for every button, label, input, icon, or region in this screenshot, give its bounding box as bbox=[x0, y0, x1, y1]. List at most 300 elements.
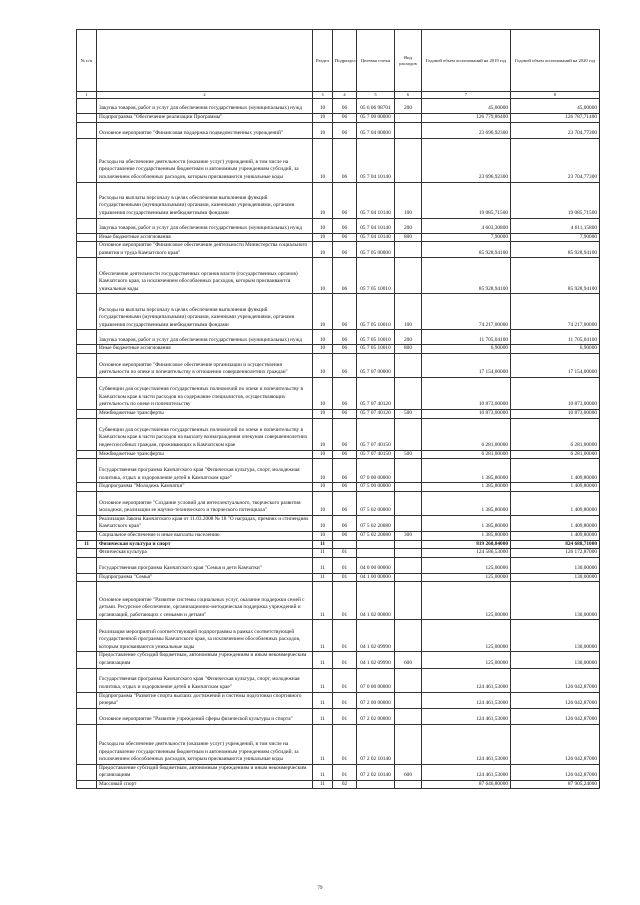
row-number bbox=[77, 620, 97, 652]
row-amount-2020: 10 873,00000 bbox=[511, 409, 600, 418]
table-row bbox=[77, 515, 600, 531]
table-row bbox=[77, 780, 600, 789]
table-row bbox=[77, 764, 600, 780]
table-row bbox=[77, 138, 600, 182]
row-section: 11 bbox=[313, 780, 333, 789]
row-target-article: 04 1 02 09990 bbox=[357, 620, 395, 652]
row-amount-2019: 23 696,92300 bbox=[422, 138, 511, 182]
row-expense-type bbox=[395, 418, 422, 450]
row-section: 10 bbox=[313, 233, 333, 242]
row-expense-type: 200 bbox=[395, 330, 422, 345]
row-amount-2019: 124 461,53000 bbox=[422, 724, 511, 764]
row-section: 10 bbox=[313, 418, 333, 450]
row-subsection: 06 bbox=[333, 459, 357, 483]
row-name: Подпрограмма "Обеспечение реализации Программы" bbox=[97, 114, 313, 123]
row-section: 10 bbox=[313, 122, 333, 138]
row-section: 10 bbox=[313, 330, 333, 345]
row-amount-2020: 6 281,00000 bbox=[511, 450, 600, 459]
row-amount-2020: 85 928,94100 bbox=[511, 242, 600, 258]
row-amount-2019: 74 217,00000 bbox=[422, 294, 511, 330]
row-number bbox=[77, 780, 97, 789]
row-expense-type: 200 bbox=[395, 218, 422, 233]
row-name: Закупка товаров, работ и услуг для обеспечения государственных (муниципальных) нужд bbox=[97, 330, 313, 345]
row-target-article: 05 7 05 10010 bbox=[357, 294, 395, 330]
row-number bbox=[77, 557, 97, 573]
row-name: Обеспечение деятельности государственных органов власти (государственных органов) Камчатского края, за исключением обособленных расходов, которым присваиваются уникальные коды bbox=[97, 258, 313, 294]
row-target-article: 05 7 04 10140 bbox=[357, 182, 395, 218]
row-amount-2019: 19 085,71500 bbox=[422, 182, 511, 218]
row-amount-2019: 85 928,94100 bbox=[422, 242, 511, 258]
row-subsection: 06 bbox=[333, 491, 357, 515]
row-amount-2020: 126 042,87000 bbox=[511, 724, 600, 764]
row-subsection: 01 bbox=[333, 549, 357, 558]
row-subsection: 06 bbox=[333, 242, 357, 258]
row-section: 10 bbox=[313, 377, 333, 409]
row-section: 11 bbox=[313, 764, 333, 780]
row-subsection: 06 bbox=[333, 330, 357, 345]
row-name: Предоставление субсидий бюджетным, автономным учреждениям и иным некоммерческим организациям bbox=[97, 764, 313, 780]
row-subsection: 06 bbox=[333, 450, 357, 459]
row-amount-2020: 17 154,00000 bbox=[511, 353, 600, 377]
row-number bbox=[77, 242, 97, 258]
row-amount-2020: 126 042,87000 bbox=[511, 668, 600, 692]
table-row bbox=[77, 450, 600, 459]
header-subsection: Подраздел bbox=[333, 30, 357, 92]
row-amount-2020: 1 409,80000 bbox=[511, 491, 600, 515]
row-expense-type bbox=[395, 620, 422, 652]
row-amount-2020: 130,00000 bbox=[511, 573, 600, 582]
row-expense-type bbox=[395, 515, 422, 531]
row-subsection: 01 bbox=[333, 708, 357, 724]
row-name: Расходы на обеспечение деятельности (оказание услуг) учреждений, в том числе на предоставление государственным бюджетным и автономным учреждениям субсидий, за исключением обособленных расходов, которым присваиваются уникальные коды bbox=[97, 138, 313, 182]
table-row bbox=[77, 491, 600, 515]
table-row bbox=[77, 418, 600, 450]
row-amount-2019: 126 779,86400 bbox=[422, 114, 511, 123]
table-row bbox=[77, 258, 600, 294]
row-subsection: 01 bbox=[333, 573, 357, 582]
row-expense-type bbox=[395, 377, 422, 409]
row-section: 10 bbox=[313, 483, 333, 492]
row-target-article: 05 7 04 10140 bbox=[357, 138, 395, 182]
row-amount-2020: 130,00000 bbox=[511, 652, 600, 668]
row-amount-2019: 125,00000 bbox=[422, 652, 511, 668]
row-amount-2020: 126 042,87000 bbox=[511, 708, 600, 724]
row-amount-2019: 45,00000 bbox=[422, 99, 511, 114]
table-row bbox=[77, 483, 600, 492]
row-name: Субвенции для осуществления государственных полномочий по опеке и попечительству в Камчатском крае в части расходов на выплату вознаграждения опекунам совершеннолетних недееспособных граждан, проживающих в Камчатском крае bbox=[97, 418, 313, 450]
row-number bbox=[77, 258, 97, 294]
row-amount-2020: 1 409,80000 bbox=[511, 459, 600, 483]
column-number-row bbox=[77, 92, 600, 99]
row-amount-2020: 4 611,15800 bbox=[511, 218, 600, 233]
row-target-article: 05 7 07 40120 bbox=[357, 377, 395, 409]
row-amount-2019: 87 646,80000 bbox=[422, 780, 511, 789]
row-amount-2019: 124 461,53000 bbox=[422, 764, 511, 780]
table-row bbox=[77, 620, 600, 652]
table-row bbox=[77, 540, 600, 549]
row-name: Физическая культура и спорт bbox=[97, 540, 313, 549]
row-target-article: 05 7 05 10010 bbox=[357, 330, 395, 345]
row-expense-type: 500 bbox=[395, 450, 422, 459]
row-amount-2019: 1 385,80000 bbox=[422, 531, 511, 540]
row-subsection: 06 bbox=[333, 418, 357, 450]
header-amount-2019: Годовой объем ассигнований на 2019 год bbox=[422, 30, 511, 92]
row-name: Основное мероприятие "Создание условий для интеллектуального, творческого развития молодежи, реализации ее научно-технического и творческого потенциала" bbox=[97, 491, 313, 515]
header-num: № п/п bbox=[77, 30, 97, 92]
row-amount-2019: 10 873,00000 bbox=[422, 377, 511, 409]
row-number bbox=[77, 377, 97, 409]
row-target-article bbox=[357, 549, 395, 558]
row-name: Физическая культура bbox=[97, 549, 313, 558]
row-amount-2020: 130,00000 bbox=[511, 620, 600, 652]
row-name: Массовый спорт bbox=[97, 780, 313, 789]
table-row bbox=[77, 233, 600, 242]
column-number: 3 bbox=[313, 92, 333, 99]
row-subsection: 06 bbox=[333, 409, 357, 418]
row-amount-2020: 23 704,77300 bbox=[511, 138, 600, 182]
row-subsection: 06 bbox=[333, 483, 357, 492]
table-row bbox=[77, 549, 600, 558]
row-amount-2020: 6 281,00000 bbox=[511, 418, 600, 450]
row-section: 11 bbox=[313, 652, 333, 668]
row-section: 11 bbox=[313, 573, 333, 582]
row-name: Закупка товаров, работ и услуг для обеспечения государственных (муниципальных) нужд bbox=[97, 218, 313, 233]
row-section: 10 bbox=[313, 515, 333, 531]
row-name: Расходы на выплаты персоналу в целях обеспечения выполнения функций государственными (муниципальными) органами, казенными учреждениями, органами управления государственными внебюджетными фондами bbox=[97, 182, 313, 218]
row-number bbox=[77, 138, 97, 182]
row-amount-2020: 87 905,24000 bbox=[511, 780, 600, 789]
row-subsection: 01 bbox=[333, 557, 357, 573]
row-expense-type bbox=[395, 557, 422, 573]
row-section: 10 bbox=[313, 491, 333, 515]
row-name: Расходы на обеспечение деятельности (оказание услуг) учреждений, в том числе на предоставление государственным бюджетным и автономным учреждениям субсидий, за исключением обособленных расходов, которым присваиваются уникальные коды bbox=[97, 724, 313, 764]
row-expense-type bbox=[395, 573, 422, 582]
table-row bbox=[77, 182, 600, 218]
row-name: Подпрограмма "Развитие спорта высших достижений и системы подготовки спортивного резерва" bbox=[97, 692, 313, 708]
row-section: 10 bbox=[313, 242, 333, 258]
row-target-article: 05 7 07 40120 bbox=[357, 409, 395, 418]
row-expense-type bbox=[395, 692, 422, 708]
table-row bbox=[77, 459, 600, 483]
row-target-article: 05 7 05 00000 bbox=[357, 242, 395, 258]
table-header-row bbox=[77, 30, 600, 92]
row-target-article: 05 7 05 10010 bbox=[357, 258, 395, 294]
row-expense-type bbox=[395, 258, 422, 294]
row-amount-2020: 126 042,87000 bbox=[511, 764, 600, 780]
row-amount-2019: 819 260,84000 bbox=[422, 540, 511, 549]
row-target-article: 07 2 02 10140 bbox=[357, 724, 395, 764]
row-amount-2019: 10 873,00000 bbox=[422, 409, 511, 418]
table-row bbox=[77, 99, 600, 114]
budget-table bbox=[76, 29, 600, 789]
row-number bbox=[77, 233, 97, 242]
row-name: Реализация мероприятий соответствующей подпрограммы в рамках соответствующей государственной программы Камчатского края, за исключением обособленных расходов, которым присваиваются уникальные коды bbox=[97, 620, 313, 652]
table-row bbox=[77, 377, 600, 409]
row-target-article bbox=[357, 780, 395, 789]
row-number bbox=[77, 330, 97, 345]
row-amount-2019: 124 461,53000 bbox=[422, 692, 511, 708]
row-subsection: 06 bbox=[333, 353, 357, 377]
row-number bbox=[77, 483, 97, 492]
table-row bbox=[77, 692, 600, 708]
row-amount-2020: 1 409,80000 bbox=[511, 531, 600, 540]
row-expense-type bbox=[395, 459, 422, 483]
row-subsection: 06 bbox=[333, 114, 357, 123]
row-target-article: 04 1 02 00000 bbox=[357, 582, 395, 620]
row-section: 11 bbox=[313, 708, 333, 724]
row-subsection: 01 bbox=[333, 724, 357, 764]
row-expense-type: 500 bbox=[395, 409, 422, 418]
row-expense-type bbox=[395, 114, 422, 123]
row-name: Иные бюджетные ассигнования bbox=[97, 345, 313, 354]
row-number bbox=[77, 345, 97, 354]
row-amount-2020: 126 787,71400 bbox=[511, 114, 600, 123]
row-section: 11 bbox=[313, 692, 333, 708]
row-section: 10 bbox=[313, 450, 333, 459]
row-number bbox=[77, 294, 97, 330]
row-amount-2020: 7,90000 bbox=[511, 233, 600, 242]
row-section: 10 bbox=[313, 294, 333, 330]
row-amount-2019: 85 928,94100 bbox=[422, 258, 511, 294]
row-amount-2019: 125,00000 bbox=[422, 573, 511, 582]
row-section: 10 bbox=[313, 345, 333, 354]
row-number bbox=[77, 668, 97, 692]
column-number: 6 bbox=[395, 92, 422, 99]
row-target-article: 05 7 07 40150 bbox=[357, 450, 395, 459]
row-expense-type bbox=[395, 549, 422, 558]
row-target-article: 07 0 00 00000 bbox=[357, 459, 395, 483]
row-number bbox=[77, 692, 97, 708]
row-name: Основное мероприятие "Финансовое обеспечение организации и осуществления деятельности по опеке и попечительству в отношении совершеннолетних граждан" bbox=[97, 353, 313, 377]
table-row bbox=[77, 345, 600, 354]
table-row bbox=[77, 557, 600, 573]
row-subsection: 06 bbox=[333, 218, 357, 233]
row-name: Государственная программа Камчатского края "Физическая культура, спорт, молодежная политика, отдых и оздоровление детей в Камчатском крае" bbox=[97, 459, 313, 483]
table-row bbox=[77, 353, 600, 377]
row-amount-2019: 1 385,80000 bbox=[422, 491, 511, 515]
column-number: 1 bbox=[77, 92, 97, 99]
row-target-article: 07 5 02 20080 bbox=[357, 531, 395, 540]
row-target-article: 04 1 02 09990 bbox=[357, 652, 395, 668]
row-amount-2019: 1 385,80000 bbox=[422, 515, 511, 531]
table-row bbox=[77, 409, 600, 418]
table-row bbox=[77, 242, 600, 258]
row-expense-type: 800 bbox=[395, 345, 422, 354]
row-amount-2019: 4 603,30800 bbox=[422, 218, 511, 233]
row-expense-type: 100 bbox=[395, 294, 422, 330]
row-amount-2019: 17 154,00000 bbox=[422, 353, 511, 377]
row-section: 10 bbox=[313, 218, 333, 233]
row-section: 10 bbox=[313, 459, 333, 483]
row-number bbox=[77, 724, 97, 764]
row-subsection: 01 bbox=[333, 652, 357, 668]
row-expense-type: 800 bbox=[395, 233, 422, 242]
row-target-article: 04 0 00 00000 bbox=[357, 557, 395, 573]
row-subsection: 06 bbox=[333, 345, 357, 354]
row-target-article: 05 6 06 98701 bbox=[357, 99, 395, 114]
row-amount-2019: 6 281,00000 bbox=[422, 418, 511, 450]
row-expense-type bbox=[395, 483, 422, 492]
row-target-article: 07 2 00 00000 bbox=[357, 692, 395, 708]
column-number: 8 bbox=[511, 92, 600, 99]
budget-page bbox=[76, 29, 599, 789]
row-number bbox=[77, 491, 97, 515]
row-expense-type bbox=[395, 708, 422, 724]
row-amount-2020: 85 928,94100 bbox=[511, 258, 600, 294]
row-section: 11 bbox=[313, 724, 333, 764]
row-subsection: 06 bbox=[333, 122, 357, 138]
row-number bbox=[77, 409, 97, 418]
row-target-article: 07 2 02 10140 bbox=[357, 764, 395, 780]
row-target-article: 07 0 00 00000 bbox=[357, 668, 395, 692]
row-amount-2020: 126 042,87000 bbox=[511, 692, 600, 708]
row-target-article: 05 7 07 40150 bbox=[357, 418, 395, 450]
row-expense-type: 600 bbox=[395, 652, 422, 668]
row-expense-type bbox=[395, 724, 422, 764]
row-amount-2019: 7,90000 bbox=[422, 233, 511, 242]
row-subsection: 06 bbox=[333, 258, 357, 294]
row-subsection: 06 bbox=[333, 531, 357, 540]
table-row bbox=[77, 114, 600, 123]
row-amount-2020: 19 085,71500 bbox=[511, 182, 600, 218]
row-section: 10 bbox=[313, 114, 333, 123]
row-number bbox=[77, 450, 97, 459]
row-section: 11 bbox=[313, 582, 333, 620]
row-number bbox=[77, 582, 97, 620]
row-name: Основное мероприятие "Развитие учреждений сферы физической культуры и спорта" bbox=[97, 708, 313, 724]
row-amount-2020: 1 409,80000 bbox=[511, 515, 600, 531]
row-subsection: 02 bbox=[333, 780, 357, 789]
table-row bbox=[77, 573, 600, 582]
row-expense-type bbox=[395, 242, 422, 258]
row-expense-type bbox=[395, 353, 422, 377]
row-number bbox=[77, 182, 97, 218]
row-target-article: 04 1 00 00000 bbox=[357, 573, 395, 582]
row-section: 10 bbox=[313, 531, 333, 540]
row-target-article: 07 5 00 00000 bbox=[357, 483, 395, 492]
row-amount-2020: 130,00000 bbox=[511, 557, 600, 573]
row-name: Основное мероприятие "Финансовое обеспечение деятельности Министерства социального развития и труда Камчатского края" bbox=[97, 242, 313, 258]
row-number bbox=[77, 549, 97, 558]
row-amount-2019: 124 461,53000 bbox=[422, 668, 511, 692]
row-amount-2019: 23 696,92300 bbox=[422, 122, 511, 138]
row-name: Социальное обеспечение и иные выплаты населению bbox=[97, 531, 313, 540]
row-amount-2020: 1 409,80000 bbox=[511, 483, 600, 492]
row-amount-2020: 74 217,00000 bbox=[511, 294, 600, 330]
row-number bbox=[77, 353, 97, 377]
row-amount-2019: 6,90000 bbox=[422, 345, 511, 354]
row-name: Межбюджетные трансферты bbox=[97, 450, 313, 459]
header-target-article: Целевая статья bbox=[357, 30, 395, 92]
row-section: 11 bbox=[313, 540, 333, 549]
column-number: 4 bbox=[333, 92, 357, 99]
row-subsection bbox=[333, 540, 357, 549]
row-amount-2020: 10 873,00000 bbox=[511, 377, 600, 409]
row-number bbox=[77, 418, 97, 450]
row-subsection: 01 bbox=[333, 620, 357, 652]
row-section: 10 bbox=[313, 182, 333, 218]
row-name: Субвенции для осуществления государственных полномочий по опеке и попечительству в Камчатском крае в части расходов на содержание специалистов, осуществляющих деятельность по опеке и попечительству bbox=[97, 377, 313, 409]
row-expense-type bbox=[395, 582, 422, 620]
table-row bbox=[77, 122, 600, 138]
row-amount-2019: 124 586,53000 bbox=[422, 549, 511, 558]
row-expense-type bbox=[395, 491, 422, 515]
row-section: 11 bbox=[313, 668, 333, 692]
row-target-article: 07 5 02 20080 bbox=[357, 515, 395, 531]
row-number bbox=[77, 122, 97, 138]
row-number bbox=[77, 652, 97, 668]
row-name: Основное мероприятие "Развитие системы социальных услуг, оказание поддержки семей с детьми. Ресурсное обеспечение, организационно-методическая поддержка учреждений и организаций, работающих с семьями и детьми" bbox=[97, 582, 313, 620]
row-section: 10 bbox=[313, 353, 333, 377]
row-target-article: 05 7 05 10010 bbox=[357, 345, 395, 354]
row-name: Реализация Закона Камчатского края от 11.03.2008 № 18 "О наградах, премиях и стипендиях Камчатского края" bbox=[97, 515, 313, 531]
row-number bbox=[77, 531, 97, 540]
row-name: Государственная программа Камчатского края "Семья и дети Камчатки" bbox=[97, 557, 313, 573]
row-target-article: 05 7 04 10140 bbox=[357, 218, 395, 233]
row-subsection: 01 bbox=[333, 668, 357, 692]
table-row bbox=[77, 708, 600, 724]
row-amount-2020: 6,90000 bbox=[511, 345, 600, 354]
row-section: 11 bbox=[313, 557, 333, 573]
table-row bbox=[77, 582, 600, 620]
row-number bbox=[77, 573, 97, 582]
row-amount-2020: 23 704,77300 bbox=[511, 122, 600, 138]
table-row bbox=[77, 652, 600, 668]
header-name bbox=[97, 30, 313, 92]
row-amount-2019: 125,00000 bbox=[422, 620, 511, 652]
row-amount-2019: 1 385,80000 bbox=[422, 459, 511, 483]
row-subsection: 06 bbox=[333, 233, 357, 242]
row-amount-2020: 45,00000 bbox=[511, 99, 600, 114]
row-subsection: 06 bbox=[333, 294, 357, 330]
row-expense-type bbox=[395, 540, 422, 549]
row-name: Подпрограмма "Молодежь Камчатки" bbox=[97, 483, 313, 492]
row-name: Предоставление субсидий бюджетным, автономным учреждениям и иным некоммерческим организациям bbox=[97, 652, 313, 668]
row-target-article: 07 2 02 00000 bbox=[357, 708, 395, 724]
row-amount-2020: 126 172,87000 bbox=[511, 549, 600, 558]
row-amount-2020: 824 688,71000 bbox=[511, 540, 600, 549]
header-amount-2020: Годовой объем ассигнований на 2020 год bbox=[511, 30, 600, 92]
column-number: 5 bbox=[357, 92, 395, 99]
table-row bbox=[77, 218, 600, 233]
row-expense-type: 100 bbox=[395, 182, 422, 218]
row-subsection: 01 bbox=[333, 582, 357, 620]
row-number bbox=[77, 114, 97, 123]
row-section: 10 bbox=[313, 409, 333, 418]
row-number: 11 bbox=[77, 540, 97, 549]
table-body bbox=[77, 99, 600, 789]
row-name: Расходы на выплаты персоналу в целях обеспечения выполнения функций государственными (муниципальными) органами, казенными учреждениями, органами управления государственными внебюджетными фондами bbox=[97, 294, 313, 330]
row-target-article: 05 7 07 00000 bbox=[357, 353, 395, 377]
row-name: Межбюджетные трансферты bbox=[97, 409, 313, 418]
row-name: Подпрограмма "Семья" bbox=[97, 573, 313, 582]
row-section: 11 bbox=[313, 620, 333, 652]
row-amount-2019: 6 281,00000 bbox=[422, 450, 511, 459]
row-expense-type: 300 bbox=[395, 531, 422, 540]
row-expense-type: 200 bbox=[395, 99, 422, 114]
row-section: 10 bbox=[313, 138, 333, 182]
row-target-article: 05 7 00 00000 bbox=[357, 114, 395, 123]
row-number bbox=[77, 99, 97, 114]
row-number bbox=[77, 515, 97, 531]
row-target-article: 05 7 04 00000 bbox=[357, 122, 395, 138]
row-subsection: 06 bbox=[333, 515, 357, 531]
row-amount-2020: 130,00000 bbox=[511, 582, 600, 620]
row-amount-2020: 11 705,04100 bbox=[511, 330, 600, 345]
header-expense-type: Вид расходов bbox=[395, 30, 422, 92]
row-target-article: 05 7 04 10140 bbox=[357, 233, 395, 242]
row-expense-type bbox=[395, 668, 422, 692]
